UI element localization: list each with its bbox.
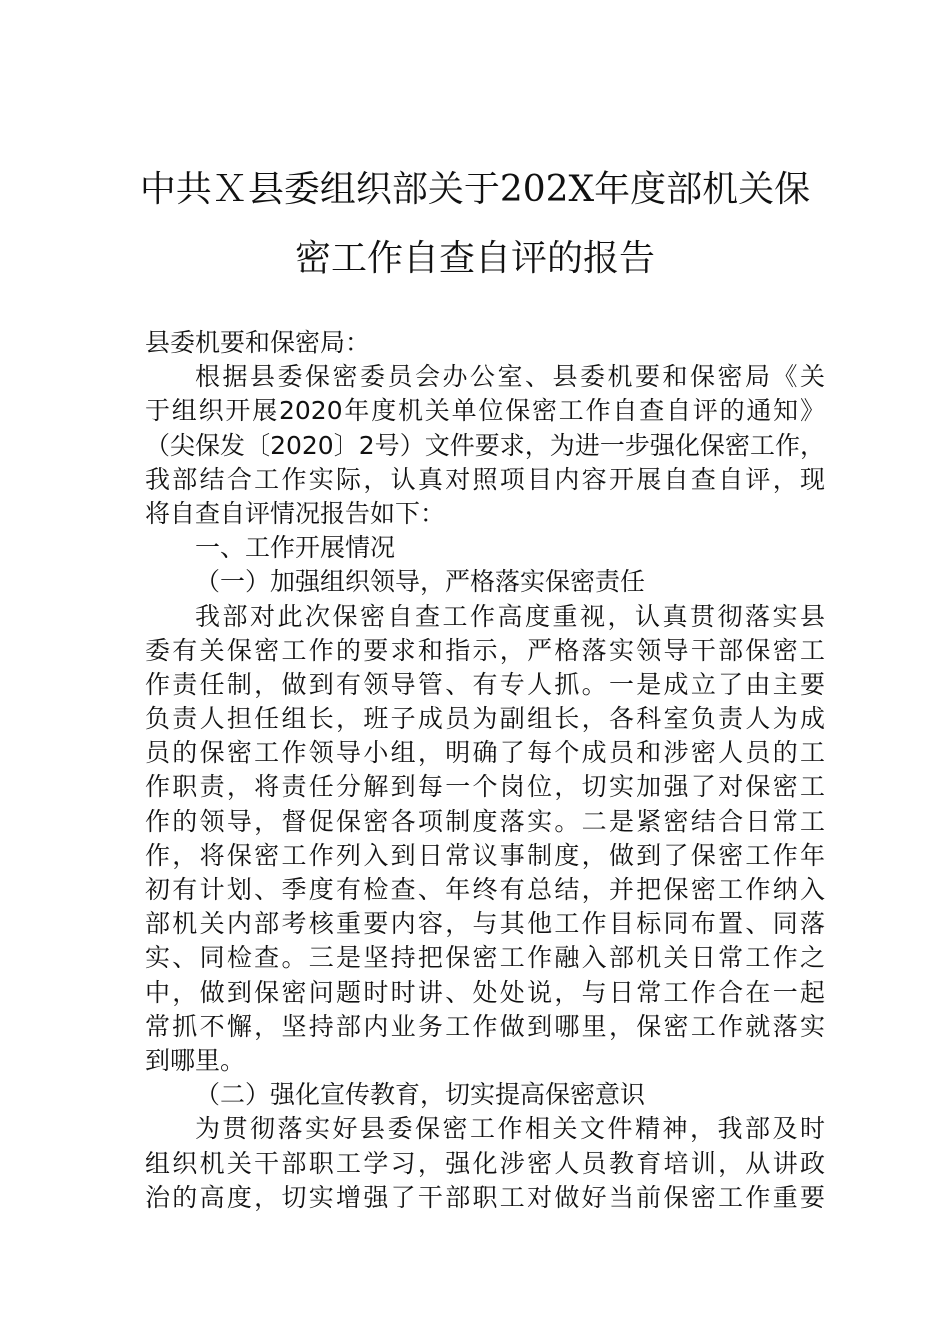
body-line: 作的领导，督促保密各项制度落实。二是紧密结合日常工: [145, 806, 825, 836]
body-line: 中，做到保密问题时时讲、处处说，与日常工作合在一起: [145, 977, 825, 1007]
body-line: （尖保发〔2020〕2号）文件要求，为进一步强化保密工作，: [145, 430, 825, 460]
body-line: 根据县委保密委员会办公室、县委机要和保密局《关: [195, 362, 825, 392]
body-line: 部机关内部考核重要内容，与其他工作目标同布置、同落: [145, 909, 825, 939]
body-line: 为贯彻落实好县委保密工作相关文件精神，我部及时: [195, 1114, 825, 1144]
body-line: 委有关保密工作的要求和指示，严格落实领导干部保密工: [145, 635, 825, 665]
body-line: 实、同检查。三是坚持把保密工作融入部机关日常工作之: [145, 943, 825, 973]
subsection-heading: （二）强化宣传教育，切实提高保密意识: [195, 1080, 646, 1110]
subsection-heading: （一）加强组织领导，严格落实保密责任: [195, 567, 646, 597]
salutation: 县委机要和保密局：: [145, 328, 371, 357]
body-line: 常抓不懈，坚持部内业务工作做到哪里，保密工作就落实: [145, 1011, 825, 1041]
body-line: 我部结合工作实际，认真对照项目内容开展自查自评，现: [145, 464, 825, 494]
body-line: 到哪里。: [145, 1045, 246, 1075]
body-line: 于组织开展2020年度机关单位保密工作自查自评的通知》: [145, 396, 825, 426]
body-line: 作，将保密工作列入到日常议事制度，做到了保密工作年: [145, 840, 825, 870]
body-line: 员的保密工作领导小组，明确了每个成员和涉密人员的工: [145, 738, 825, 768]
section-heading: 一、工作开展情况: [195, 533, 396, 563]
body-line: 初有计划、季度有检查、年终有总结，并把保密工作纳入: [145, 875, 825, 904]
body-line: 治的高度，切实增强了干部职工对做好当前保密工作重要: [145, 1182, 825, 1212]
body-line: 组织机关干部职工学习，强化涉密人员教育培训，从讲政: [145, 1148, 825, 1178]
body-line: 我部对此次保密自查工作高度重视，认真贯彻落实县: [195, 601, 825, 631]
body-line: 作职责，将责任分解到每一个岗位，切实加强了对保密工: [145, 772, 825, 802]
document-body: [145, 326, 825, 1215]
body-line: 将自查自评情况报告如下：: [145, 498, 446, 528]
document-title-line-1: 中共Ｘ县委组织部关于202X年度部机关保: [139, 169, 811, 210]
body-line: 作责任制，做到有领导管、有专人抓。一是成立了由主要: [145, 669, 825, 699]
document-title-line-2: 密工作自查自评的报告: [294, 238, 655, 279]
body-line: 负责人担任组长，班子成员为副组长，各科室负责人为成: [145, 704, 825, 734]
